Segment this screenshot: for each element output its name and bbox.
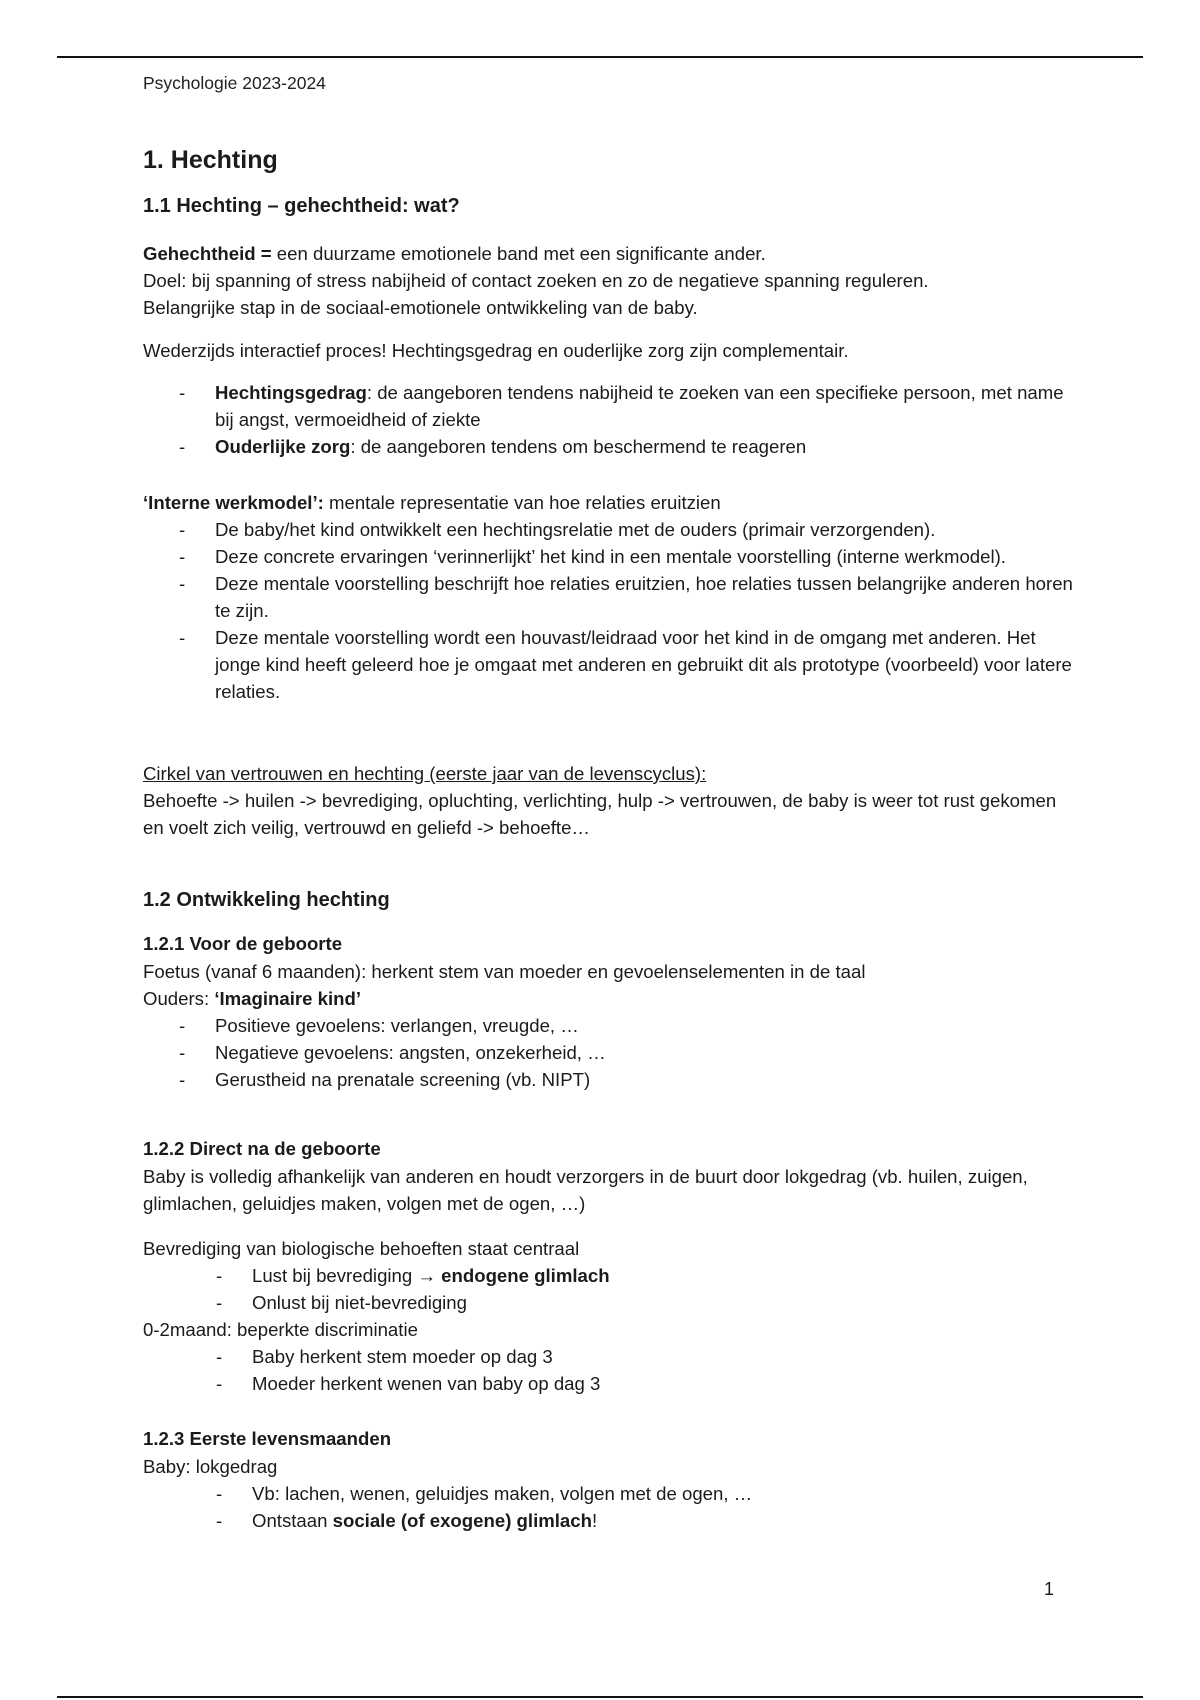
list-item: - Moeder herkent wenen van baby op dag 3 <box>143 1370 1073 1397</box>
list-item: - Gerustheid na prenatale screening (vb. NIPT) <box>143 1066 1073 1093</box>
bottom-rule <box>57 1696 1143 1698</box>
list-item: - Onlust bij niet-bevrediging <box>143 1289 1073 1316</box>
list-item-text: : de aangeboren tendens om beschermend te reageren <box>350 436 807 457</box>
cirkel-text: Behoefte -> huilen -> bevrediging, opluchting, verlichting, hulp -> vertrouwen, de baby is weer tot rust gekomen en voelt zich veilig, vertrouwd en geliefd -> behoefte… <box>143 790 1057 838</box>
list-item-text: : de aangeboren tendens nabijheid te zoeken van een specifieke persoon, met name bij angst, vermoeidheid of ziekte <box>215 382 1064 430</box>
list-item: - Deze mentale voorstelling beschrijft hoe relaties eruitzien, hoe relaties tussen belangrijke anderen horen te zijn. <box>143 570 1073 624</box>
werkmodel-list <box>143 516 1073 705</box>
werkmodel-block <box>143 489 1073 705</box>
list-item: - Vb: lachen, wenen, geluidjes maken, volgen met de ogen, … <box>143 1480 1073 1507</box>
voor-geboorte-block <box>143 958 1073 1093</box>
hechting-list-block <box>143 379 1073 460</box>
list-item: - Ontstaan sociale (of exogene) glimlach! <box>143 1507 1073 1534</box>
bevrediging-line: Bevrediging van biologische behoeften staat centraal <box>143 1238 580 1259</box>
definition-text: een duurzame emotionele band met een significante ander. <box>271 243 766 264</box>
section-1-2-3-title: 1.2.3 Eerste levensmaanden <box>143 1428 392 1449</box>
list-item-term: sociale (of exogene) glimlach <box>332 1510 592 1531</box>
list-item <box>143 433 1073 460</box>
werkmodel-text: mentale representatie van hoe relaties eruitzien <box>323 492 721 513</box>
list-item: - De baby/het kind ontwikkelt een hechtingsrelatie met de ouders (primair verzorgenden). <box>143 516 1073 543</box>
maand-line: 0-2maand: beperkte discriminatie <box>143 1319 418 1340</box>
ouders-line <box>143 985 1073 1012</box>
cirkel-block <box>143 760 1073 841</box>
top-rule <box>57 56 1143 58</box>
section-1-2-2-title: 1.2.2 Direct na de geboorte <box>143 1138 381 1159</box>
list-item: - Negatieve gevoelens: angsten, onzekerheid, … <box>143 1039 1073 1066</box>
page-header: Psychologie 2023-2024 <box>143 73 326 93</box>
lokgedrag-list <box>143 1480 1073 1534</box>
cirkel-title: Cirkel van vertrouwen en hechting (eerste jaar van de levenscyclus): <box>143 763 707 784</box>
wederzijds-line: Wederzijds interactief proces! Hechtingsgedrag en ouderlijke zorg zijn complementair. <box>143 340 849 361</box>
page-number: 1 <box>1044 1579 1055 1599</box>
discriminatie-list <box>143 1343 1073 1397</box>
definition-line <box>143 240 1073 267</box>
arrow-icon: → <box>417 1265 436 1286</box>
list-item-term: Ouderlijke zorg <box>215 436 351 457</box>
levensmaanden-block <box>143 1453 1073 1534</box>
chapter-title: 1. Hechting <box>143 146 278 174</box>
stap-line: Belangrijke stap in de sociaal-emotionele ontwikkeling van de baby. <box>143 297 698 318</box>
ouders-term: ‘Imaginaire kind’ <box>214 988 362 1009</box>
werkmodel-term: ‘Interne werkmodel’: <box>143 492 324 513</box>
list-item <box>143 379 1073 433</box>
foetus-line: Foetus (vanaf 6 maanden): herkent stem van moeder en gevoelenselementen in de taal <box>143 961 866 982</box>
list-item-term: Hechtingsgedrag <box>215 382 367 403</box>
na-geboorte-text: Baby is volledig afhankelijk van anderen en houdt verzorgers in de buurt door lokgedrag (vb. huilen, zuigen, glimlachen, geluidjes maken, volgen met de ogen, …) <box>143 1166 1028 1214</box>
definition-term: Gehechtheid = <box>143 243 272 264</box>
list-item: - Deze concrete ervaringen ‘verinnerlijkt’ het kind in een mentale voorstelling (interne werkmodel). <box>143 543 1073 570</box>
list-item-term: endogene glimlach <box>435 1265 610 1286</box>
bevrediging-block <box>143 1235 1073 1397</box>
bevrediging-list <box>143 1262 1073 1316</box>
list-item: - Positieve gevoelens: verlangen, vreugde, … <box>143 1012 1073 1039</box>
lokgedrag-line: Baby: lokgedrag <box>143 1456 278 1477</box>
section-1-1-title: 1.1 Hechting – gehechtheid: wat? <box>143 195 460 217</box>
list-item: - Lust bij bevrediging → endogene glimlach <box>143 1262 1073 1289</box>
gevoelens-list <box>143 1012 1073 1093</box>
definition-block <box>143 240 1073 321</box>
doel-line: Doel: bij spanning of stress nabijheid of contact zoeken en zo de negatieve spanning reguleren. <box>143 270 929 291</box>
ouders-prefix: Ouders: <box>143 988 215 1009</box>
hechting-list <box>143 379 1073 460</box>
list-item: - Baby herkent stem moeder op dag 3 <box>143 1343 1073 1370</box>
section-1-2-1-title: 1.2.1 Voor de geboorte <box>143 933 343 954</box>
list-item: - Deze mentale voorstelling wordt een houvast/leidraad voor het kind in de omgang met anderen. Het jonge kind heeft geleerd hoe je omgaat met anderen en gebruikt dit als prototype (voorbeeld) voor latere relaties. <box>143 624 1073 705</box>
section-1-2-title: 1.2 Ontwikkeling hechting <box>143 889 390 911</box>
werkmodel-line <box>143 489 1073 516</box>
